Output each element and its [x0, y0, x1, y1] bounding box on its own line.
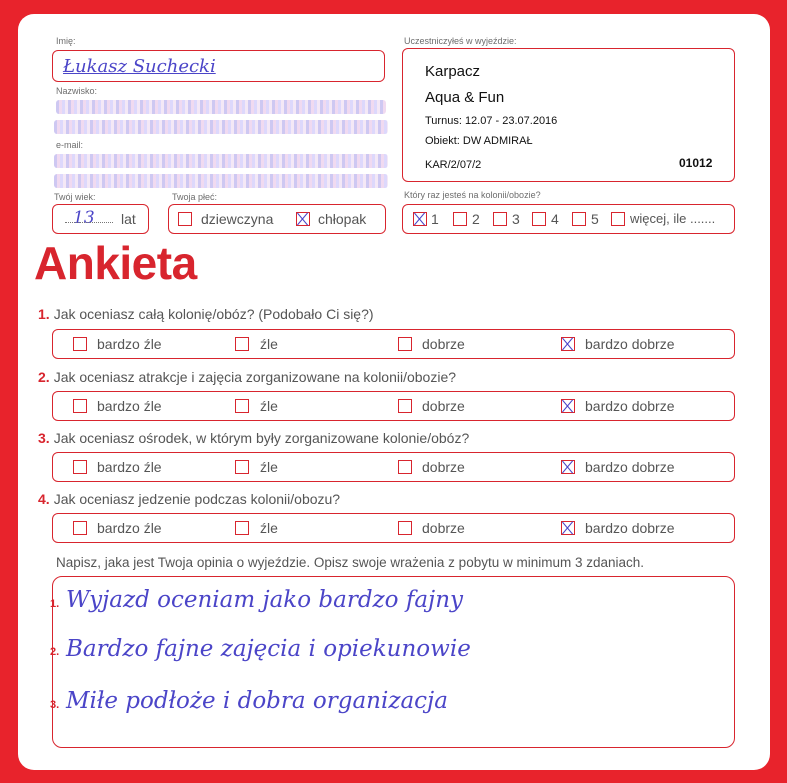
opinion-prompt: Napisz, jaka jest Twoja opinia o wyjeździe. Opisz swoje wrażenia z pobytu w minimum 3 zdaniach. [56, 555, 645, 570]
opinion-line-1-num: 1. [50, 598, 60, 610]
q2-checkbox-good[interactable] [398, 399, 412, 413]
question-4-num: 4. [38, 491, 50, 507]
age-unit: lat [121, 211, 136, 227]
times-label: Który raz jesteś na kolonii/obozie? [404, 190, 541, 200]
gender-option-boy: chłopak [318, 211, 367, 227]
age-dots [65, 222, 113, 223]
q3-checkbox-very-bad[interactable] [73, 460, 87, 474]
question-3-text: Jak oceniasz ośrodek, w którym były zorganizowane kolonie/obóz? [53, 430, 470, 446]
gender-option-girl: dziewczyna [201, 211, 274, 227]
q1-option-very-good: bardzo dobrze [585, 336, 675, 352]
age-value: 13 [73, 208, 95, 228]
question-2-text: Jak oceniasz atrakcje i zajęcia zorganizowane na kolonii/obozie? [53, 369, 457, 385]
redacted-surname-2 [54, 120, 388, 134]
question-1-num: 1. [38, 306, 50, 322]
q2-checkbox-bad[interactable] [235, 399, 249, 413]
q2-option-very-bad: bardzo źle [97, 398, 162, 414]
question-2 [38, 369, 456, 385]
q4-checkbox-good[interactable] [398, 521, 412, 535]
gender-label: Twoja płeć: [172, 192, 218, 202]
gender-field [168, 204, 386, 234]
question-4-answers [52, 513, 735, 543]
times-option-2: 2 [472, 211, 480, 227]
question-2-num: 2. [38, 369, 50, 385]
q1-option-very-bad: bardzo źle [97, 336, 162, 352]
q1-checkbox-very-good[interactable] [561, 337, 575, 351]
question-4 [38, 491, 340, 507]
times-checkbox-more[interactable] [611, 212, 625, 226]
trip-label: Uczestniczyłeś w wyjeździe: [404, 36, 517, 46]
times-option-3: 3 [512, 211, 520, 227]
opinion-line-2-num: 2. [50, 646, 60, 658]
q4-option-very-good: bardzo dobrze [585, 520, 675, 536]
times-checkbox-5[interactable] [572, 212, 586, 226]
q3-option-good: dobrze [422, 459, 465, 475]
name-value: Łukasz Suchecki [63, 56, 216, 77]
q3-option-very-good: bardzo dobrze [585, 459, 675, 475]
q1-checkbox-very-bad[interactable] [73, 337, 87, 351]
trip-place: Karpacz [425, 63, 481, 80]
times-option-4: 4 [551, 211, 559, 227]
q2-checkbox-very-good[interactable] [561, 399, 575, 413]
times-option-1: 1 [431, 211, 439, 227]
q4-option-good: dobrze [422, 520, 465, 536]
q1-checkbox-good[interactable] [398, 337, 412, 351]
question-1-answers [52, 329, 735, 359]
redacted-email-2 [54, 174, 388, 188]
question-1-text: Jak oceniasz całą kolonię/obóz? (Podobało Ci się?) [53, 306, 374, 322]
times-option-more: więcej, ile ....... [630, 211, 716, 226]
name-field[interactable] [52, 50, 385, 82]
name-label: Imię: [56, 36, 76, 46]
q3-checkbox-good[interactable] [398, 460, 412, 474]
age-label: Twój wiek: [54, 192, 96, 202]
gender-checkbox-boy[interactable] [296, 212, 310, 226]
trip-number: 01012 [679, 156, 713, 170]
q1-checkbox-bad[interactable] [235, 337, 249, 351]
surname-label: Nazwisko: [56, 86, 98, 96]
times-checkbox-4[interactable] [532, 212, 546, 226]
question-2-answers [52, 391, 735, 421]
opinion-line-3-num: 3. [50, 699, 60, 711]
q4-checkbox-bad[interactable] [235, 521, 249, 535]
opinion-line-2: Bardzo fajne zajęcia i opiekunowie [66, 636, 471, 662]
question-3 [38, 430, 469, 446]
survey-title: Ankieta [34, 237, 197, 289]
q1-option-good: dobrze [422, 336, 465, 352]
question-1 [38, 306, 374, 322]
q3-option-very-bad: bardzo źle [97, 459, 162, 475]
q3-option-bad: źle [260, 459, 278, 475]
q4-option-bad: źle [260, 520, 278, 536]
times-field [402, 204, 735, 234]
question-3-answers [52, 452, 735, 482]
trip-object: Obiekt: DW ADMIRAŁ [425, 135, 533, 147]
q4-checkbox-very-good[interactable] [561, 521, 575, 535]
trip-program: Aqua & Fun [425, 89, 505, 106]
times-checkbox-1[interactable] [413, 212, 427, 226]
trip-code: KAR/2/07/2 [425, 159, 482, 171]
q4-checkbox-very-bad[interactable] [73, 521, 87, 535]
q3-checkbox-very-good[interactable] [561, 460, 575, 474]
opinion-line-1: Wyjazd oceniam jako bardzo fajny [66, 587, 463, 613]
times-option-5: 5 [591, 211, 599, 227]
question-3-num: 3. [38, 430, 50, 446]
gender-checkbox-girl[interactable] [178, 212, 192, 226]
q2-checkbox-very-bad[interactable] [73, 399, 87, 413]
email-label: e-mail: [56, 140, 84, 150]
age-field[interactable] [52, 204, 149, 234]
trip-box [402, 48, 735, 182]
opinion-line-3: Miłe podłoże i dobra organizacja [66, 688, 448, 714]
q2-option-bad: źle [260, 398, 278, 414]
q3-checkbox-bad[interactable] [235, 460, 249, 474]
q4-option-very-bad: bardzo źle [97, 520, 162, 536]
redacted-email [54, 154, 388, 168]
q2-option-very-good: bardzo dobrze [585, 398, 675, 414]
times-checkbox-3[interactable] [493, 212, 507, 226]
times-checkbox-2[interactable] [453, 212, 467, 226]
redacted-surname [56, 100, 386, 114]
question-4-text: Jak oceniasz jedzenie podczas kolonii/obozu? [53, 491, 341, 507]
q1-option-bad: źle [260, 336, 278, 352]
trip-turnus: Turnus: 12.07 - 23.07.2016 [425, 115, 558, 127]
q2-option-good: dobrze [422, 398, 465, 414]
